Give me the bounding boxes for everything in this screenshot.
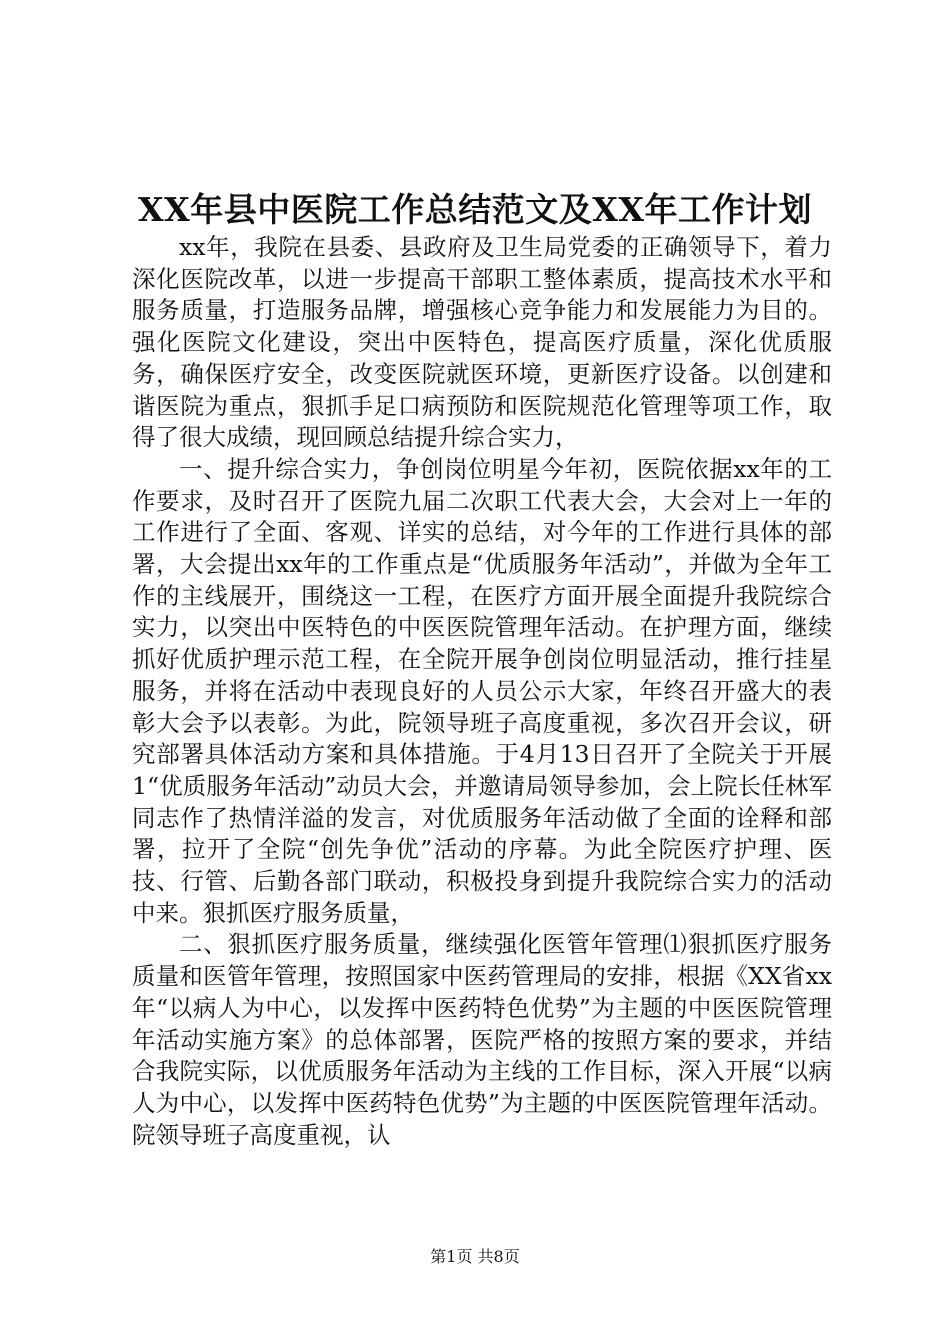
paragraph-intro: xx年，我院在县委、县政府及卫生局党委的正确领导下，着力深化医院改革，以进一步提高干部职工整体素质，提高技术水平和服务质量，打造服务品牌，增强核心竞争能力和发展能力为目的。强化医院文化建设，突出中医特色，提高医疗质量，深化优质服务，确保医疗安全，改变医院就医环境，更新医疗设备。以创建和谐医院为重点，狠抓手足口病预防和医院规范化管理等项工作，取得了很大成绩，现回顾总结提升综合实力， (132, 233, 832, 452)
document-title: XX年县中医院工作总结范文及XX年工作计划 (138, 190, 812, 229)
page-number-footer: 第1页 共8页 (430, 1247, 520, 1266)
document-body (132, 232, 832, 1151)
paragraph-section-two: 二、狠抓医疗服务质量，继续强化医管年管理⑴狠抓医疗服务质量和医管年管理，按照国家中医药管理局的安排，根据《XX省xx年“以病人为中心，以发挥中医药特色优势”为主题的中医医院管理年活动实施方案》的总体部署，医院严格的按照方案的要求，并结合我院实际，以优质服务年活动为主线的工作目标，深入开展“以病人为中心，以发挥中医药特色优势”为主题的中医医院管理年活动。院领导班子高度重视，认 (132, 930, 832, 1149)
paragraph-section-one: 一、提升综合实力，争创岗位明星今年初，医院依据xx年的工作要求，及时召开了医院九届二次职工代表大会，大会对上一年的工作进行了全面、客观、详实的总结，对今年的工作进行具体的部署，大会提出xx年的工作重点是“优质服务年活动”，并做为全年工作的主线展开，围绕这一工程，在医疗方面开展全面提升我院综合实力，以突出中医特色的中医医院管理年活动。在护理方面，继续抓好优质护理示范工程，在全院开展争创岗位明显活动，推行挂星服务，并将在活动中表现良好的人员公示大家，年终召开盛大的表彰大会予以表彰。为此，院领导班子高度重视，多次召开会议，研究部署具体活动方案和具体措施。于4月13日召开了全院关于开展1“优质服务年活动”动员大会，并邀请局领导参加，会上院长任林军同志作了热情洋溢的发言，对优质服务年活动做了全面的诠释和部署，拉开了全院“创先争优”活动的序幕。为此全院医疗护理、医技、行管、后勤各部门联动，积极投身到提升我院综合实力的活动中来。狠抓医疗服务质量， (132, 454, 832, 927)
